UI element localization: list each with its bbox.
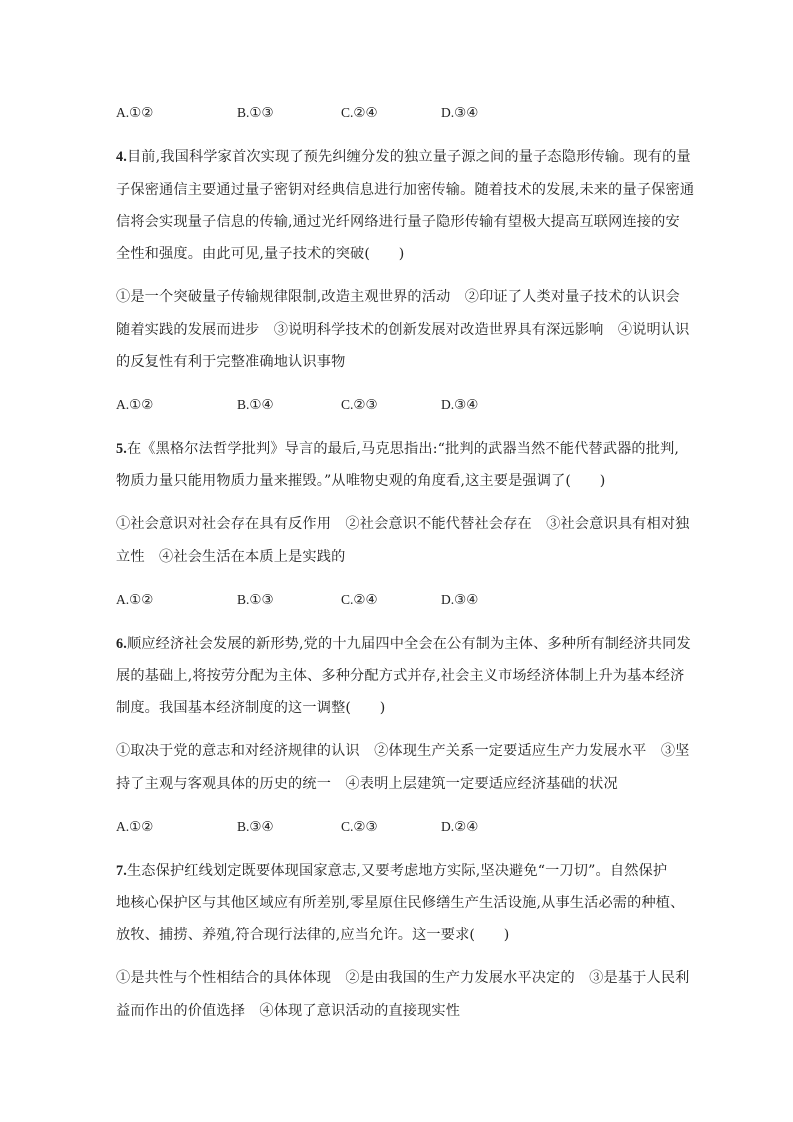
q3-option-c[interactable]: C.②④ <box>341 105 378 120</box>
q6-stem-line-1: 6.顺应经济社会发展的新形势,党的十九届四中全会在公有制为主体、多种所有制经济共同发 <box>116 636 691 652</box>
q3-option-a[interactable]: A.①② <box>116 105 154 120</box>
q6-option-b[interactable]: B.③④ <box>237 819 274 834</box>
q5-statement-line-2: 立性 ④社会生活在本质上是实践的 <box>116 549 346 565</box>
q5-statement-line-1: ①社会意识对社会存在具有反作用 ②社会意识不能代替社会存在 ③社会意识具有相对独 <box>116 516 690 532</box>
q6-option-c[interactable]: C.②③ <box>341 819 378 834</box>
q4-option-a[interactable]: A.①② <box>116 397 154 412</box>
q5-option-c[interactable]: C.②④ <box>341 592 378 607</box>
q7-stem-line-2: 地核心保护区与其他区域应有所差别,零星原住民修缮生产生活设施,从事生活必需的种植、 <box>116 895 685 911</box>
q7-statement-line-1: ①是共性与个性相结合的具体体现 ②是由我国的生产力发展水平决定的 ③是基于人民利 <box>116 970 690 986</box>
q6-statement-line-1: ①取决于党的意志和对经济规律的认识 ②体现生产关系一定要适应生产力发展水平 ③坚 <box>116 743 690 759</box>
q5-option-a[interactable]: A.①② <box>116 592 154 607</box>
q4-option-c[interactable]: C.②③ <box>341 397 378 412</box>
q4-statement-line-2: 随着实践的发展而进步 ③说明科学技术的创新发展对改造世界具有深远影响 ④说明认识 <box>116 322 690 338</box>
q6-stem-line-3: 制度。我国基本经济制度的这一调整( ) <box>116 700 386 716</box>
q6-number: 6. <box>116 636 127 652</box>
q4-statement-line-3: 的反复性有利于完整准确地认识事物 <box>116 354 346 370</box>
q5-stem-line-2: 物质力量只能用物质力量来摧毁。”从唯物史观的角度看,这主要是强调了( ) <box>116 473 606 489</box>
q5-number: 5. <box>116 441 127 457</box>
q6-option-d[interactable]: D.②④ <box>441 819 479 834</box>
q7-number: 7. <box>116 863 127 879</box>
q6-stem-line-2: 展的基础上,将按劳分配为主体、多种分配方式并存,社会主义市场经济体制上升为基本经济 <box>116 668 685 684</box>
q4-stem-line-1: 4.目前,我国科学家首次实现了预先纠缠分发的独立量子源之间的量子态隐形传输。现有的量 <box>116 149 691 165</box>
q4-option-d[interactable]: D.③④ <box>441 397 479 412</box>
q3-option-b[interactable]: B.①③ <box>237 105 274 120</box>
q4-stem-line-3: 信将会实现量子信息的传输,通过光纤网络进行量子隐形传输有望极大提高互联网连接的安 <box>116 214 680 230</box>
q6-option-a[interactable]: A.①② <box>116 819 154 834</box>
q4-statement-line-1: ①是一个突破量子传输规律限制,改造主观世界的活动 ②印证了人类对量子技术的认识会 <box>116 289 680 305</box>
q5-option-d[interactable]: D.③④ <box>441 592 479 607</box>
q7-stem-line-1: 7.生态保护红线划定既要体现国家意志,又要考虑地方实际,坚决避免“一刀切”。自然保护 <box>116 863 668 879</box>
q6-statement-line-2: 持了主观与客观具体的历史的统一 ④表明上层建筑一定要适应经济基础的状况 <box>116 776 618 792</box>
q5-stem-line-1: 5.在《黑格尔法哲学批判》导言的最后,马克思指出:“批判的武器当然不能代替武器的批判, <box>116 441 680 457</box>
q4-stem-line-2: 子保密通信主要通过量子密钥对经典信息进行加密传输。随着技术的发展,未来的量子保密通 <box>116 182 695 198</box>
q4-option-b[interactable]: B.①④ <box>237 397 274 412</box>
q5-option-b[interactable]: B.①③ <box>237 592 274 607</box>
q4-stem-line-4: 全性和强度。由此可见,量子技术的突破( ) <box>116 246 405 262</box>
q7-stem-line-3: 放牧、捕捞、养殖,符合现行法律的,应当允许。这一要求( ) <box>116 927 510 943</box>
q3-option-d[interactable]: D.③④ <box>441 105 479 120</box>
q7-statement-line-2: 益而作出的价值选择 ④体现了意识活动的直接现实性 <box>116 1003 461 1019</box>
q4-number: 4. <box>116 149 127 165</box>
